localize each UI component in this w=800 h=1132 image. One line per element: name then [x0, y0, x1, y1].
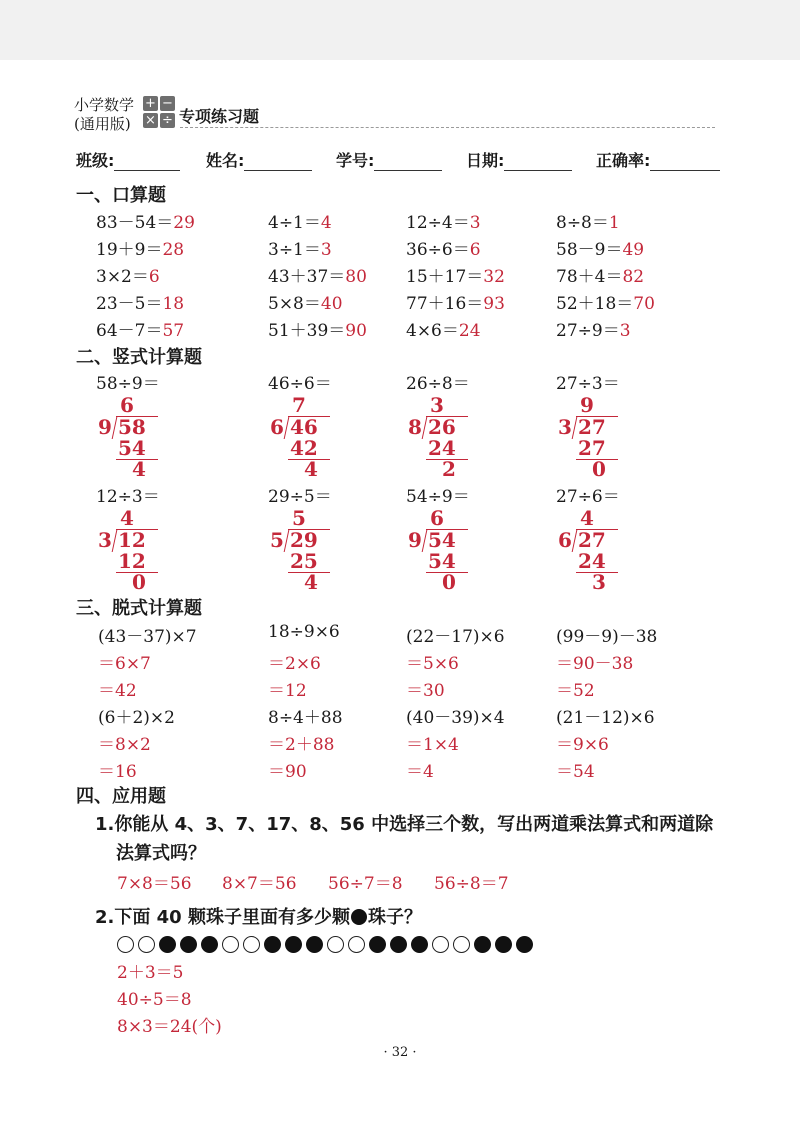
product: 25 — [290, 549, 318, 573]
stepwise-question: (22－17)×6 — [406, 627, 505, 647]
black-bead — [180, 936, 197, 953]
oral-problem — [268, 235, 332, 260]
black-bead — [201, 936, 218, 953]
stepwise-step1: ＝5×6 — [406, 654, 459, 674]
problem1-answer-2: 8×7＝56 — [222, 874, 297, 894]
dividend: 26 — [428, 415, 456, 439]
date-field[interactable] — [466, 148, 572, 171]
dividend: 46 — [290, 415, 318, 439]
remainder: 4 — [304, 457, 318, 481]
quotient: 6 — [120, 393, 134, 417]
division-question: 27÷3＝ — [556, 374, 620, 394]
oral-question: 83－54＝ — [96, 213, 174, 233]
division-bracket-stroke — [112, 417, 118, 439]
stepwise-step1: ＝90－38 — [556, 654, 634, 674]
division-question: 12÷3＝ — [96, 487, 160, 507]
white-bead — [222, 936, 239, 953]
oral-problem — [96, 316, 184, 341]
oral-question: 78＋4＝ — [556, 267, 623, 287]
stepwise-question: (40－39)×4 — [406, 708, 505, 728]
oral-question: 15＋17＝ — [406, 267, 484, 287]
top-band — [0, 0, 800, 60]
problem2-text-after: 珠子？ — [367, 907, 422, 928]
oral-answer: 18 — [162, 294, 185, 314]
oral-problem — [556, 316, 631, 341]
oral-question: 36÷6＝ — [406, 240, 470, 260]
white-bead — [453, 936, 470, 953]
student-id-blank[interactable] — [374, 154, 442, 171]
product: 54 — [118, 436, 146, 460]
division-bracket-stroke — [422, 417, 428, 439]
black-bead — [390, 936, 407, 953]
oral-problem — [556, 208, 620, 233]
division-bracket-stroke — [572, 530, 578, 552]
black-bead-icon — [351, 909, 367, 925]
oral-problem — [268, 262, 367, 287]
quotient: 6 — [430, 506, 444, 530]
quotient: 5 — [292, 506, 306, 530]
quotient: 7 — [292, 393, 306, 417]
oral-question: 8÷8＝ — [556, 213, 609, 233]
remainder: 4 — [304, 570, 318, 594]
name-label: 姓名: — [206, 151, 245, 170]
oral-question: 19＋9＝ — [96, 240, 163, 260]
black-bead — [264, 936, 281, 953]
oral-question: 5×8＝ — [268, 294, 321, 314]
black-bead — [306, 936, 323, 953]
white-bead — [138, 936, 155, 953]
black-bead — [285, 936, 302, 953]
class-blank[interactable] — [114, 154, 180, 171]
divisor: 6 — [270, 415, 284, 439]
date-label: 日期: — [466, 151, 505, 170]
oral-problem — [406, 316, 481, 341]
divisor: 5 — [270, 528, 284, 552]
divisor: 9 — [408, 528, 422, 552]
plus-icon: + — [143, 96, 158, 111]
oral-question: 64－7＝ — [96, 321, 163, 341]
series-line2: (通用版) — [74, 115, 131, 133]
operator-logo — [143, 96, 177, 130]
oral-answer: 82 — [622, 267, 645, 287]
oral-answer: 32 — [483, 267, 505, 287]
problem2-answer-1: 2＋3＝5 — [117, 963, 184, 983]
oral-question: 3×2＝ — [96, 267, 149, 287]
division-question: 26÷8＝ — [406, 374, 470, 394]
oral-answer: 49 — [622, 240, 645, 260]
date-blank[interactable] — [504, 154, 572, 171]
oral-question: 27÷9＝ — [556, 321, 620, 341]
section-application-title: 四、应用题 — [76, 786, 166, 807]
division-question: 58÷9＝ — [96, 374, 160, 394]
long-division — [556, 506, 656, 594]
product: 24 — [578, 549, 606, 573]
oral-problem — [96, 289, 184, 314]
quotient: 4 — [120, 506, 134, 530]
stepwise-step1: ＝1×4 — [406, 735, 459, 755]
section-vertical-title: 二、竖式计算题 — [76, 347, 202, 368]
oral-answer: 28 — [162, 240, 185, 260]
class-field[interactable] — [76, 148, 180, 171]
section-stepwise-title: 三、脱式计算题 — [76, 598, 202, 619]
quotient: 4 — [580, 506, 594, 530]
remainder: 3 — [592, 570, 606, 594]
oral-question: 4×6＝ — [406, 321, 459, 341]
black-bead — [369, 936, 386, 953]
product: 54 — [428, 549, 456, 573]
accuracy-blank[interactable] — [650, 154, 720, 171]
division-question: 29÷5＝ — [268, 487, 332, 507]
class-label: 班级: — [76, 151, 115, 170]
divisor: 8 — [408, 415, 422, 439]
series-line1: 小学数学 — [74, 96, 135, 114]
stepwise-question: (6＋2)×2 — [98, 708, 175, 728]
dividend: 58 — [118, 415, 146, 439]
product: 24 — [428, 436, 456, 460]
remainder: 0 — [442, 570, 456, 594]
oral-problem — [96, 262, 160, 287]
stepwise-question: (43－37)×7 — [98, 627, 197, 647]
name-blank[interactable] — [244, 154, 312, 171]
long-division — [268, 506, 368, 594]
white-bead — [432, 936, 449, 953]
oral-question: 51＋39＝ — [268, 321, 346, 341]
oral-question: 23－5＝ — [96, 294, 163, 314]
oral-answer: 3 — [320, 240, 332, 260]
stepwise-step1: ＝2＋88 — [268, 735, 335, 755]
divisor: 9 — [98, 415, 112, 439]
oral-answer: 6 — [469, 240, 481, 260]
oral-problem — [96, 208, 195, 233]
oral-problem — [96, 235, 184, 260]
long-division — [556, 393, 656, 481]
stepwise-step1: ＝9×6 — [556, 735, 609, 755]
product: 12 — [118, 549, 146, 573]
oral-answer: 70 — [633, 294, 655, 314]
dividend: 27 — [578, 528, 606, 552]
oral-problem — [556, 289, 655, 314]
oral-answer: 24 — [458, 321, 481, 341]
division-question: 46÷6＝ — [268, 374, 332, 394]
oral-answer: 3 — [469, 213, 481, 233]
dividend: 27 — [578, 415, 606, 439]
problem1-answer-3: 56÷7＝8 — [328, 874, 403, 894]
oral-question: 52＋18＝ — [556, 294, 634, 314]
long-division — [406, 393, 506, 481]
stepwise-step2: ＝42 — [98, 681, 137, 701]
oral-answer: 1 — [608, 213, 620, 233]
problem1-answer-1: 7×8＝56 — [117, 874, 192, 894]
section-oral-title: 一、口算题 — [76, 185, 166, 206]
divisor: 6 — [558, 528, 572, 552]
long-division — [96, 393, 196, 481]
oral-problem — [406, 235, 481, 260]
division-question: 27÷6＝ — [556, 487, 620, 507]
oral-problem — [406, 289, 505, 314]
stepwise-step1: ＝2×6 — [268, 654, 321, 674]
divisor: 3 — [558, 415, 572, 439]
page-number: · 32 · — [383, 1045, 417, 1060]
oral-question: 43＋37＝ — [268, 267, 346, 287]
name-field[interactable] — [206, 148, 312, 171]
black-bead — [495, 936, 512, 953]
student-id-field[interactable] — [336, 148, 442, 171]
dividend: 29 — [290, 528, 318, 552]
oral-answer: 6 — [148, 267, 160, 287]
minus-icon: − — [160, 96, 175, 111]
problem1-text-line2: 法算式吗？ — [116, 843, 206, 864]
quotient: 3 — [430, 393, 444, 417]
stepwise-step2: ＝54 — [556, 762, 595, 782]
white-bead — [243, 936, 260, 953]
oral-answer: 90 — [345, 321, 367, 341]
oral-answer: 3 — [619, 321, 631, 341]
oral-question: 58－9＝ — [556, 240, 623, 260]
black-bead — [474, 936, 491, 953]
stepwise-question: (99－9)－38 — [556, 627, 658, 647]
problem2-answer-3: 8×3＝24(个) — [117, 1017, 222, 1037]
stepwise-step2: ＝90 — [268, 762, 307, 782]
stepwise-step2: ＝12 — [268, 681, 307, 701]
black-bead — [159, 936, 176, 953]
dividend: 12 — [118, 528, 146, 552]
stepwise-question: 8÷4＋88 — [268, 708, 343, 728]
stepwise-step2: ＝4 — [406, 762, 434, 782]
oral-question: 4÷1＝ — [268, 213, 321, 233]
division-bracket-stroke — [284, 530, 290, 552]
remainder: 4 — [132, 457, 146, 481]
header-divider — [180, 127, 715, 128]
white-bead — [348, 936, 365, 953]
long-division — [406, 506, 506, 594]
problem2-text-before: 2.下面 40 颗珠子里面有多少颗 — [95, 907, 350, 928]
white-bead — [117, 936, 134, 953]
oral-problem — [556, 262, 644, 287]
book-series — [74, 96, 134, 134]
student-id-label: 学号: — [336, 151, 375, 170]
stepwise-step1: ＝8×2 — [98, 735, 151, 755]
oral-answer: 29 — [173, 213, 195, 233]
division-question: 54÷9＝ — [406, 487, 470, 507]
stepwise-step1: ＝6×7 — [98, 654, 151, 674]
white-bead — [327, 936, 344, 953]
long-division — [96, 506, 196, 594]
black-bead — [516, 936, 533, 953]
remainder: 0 — [592, 457, 606, 481]
division-bracket-stroke — [284, 417, 290, 439]
oral-problem — [268, 316, 367, 341]
oral-question: 12÷4＝ — [406, 213, 470, 233]
worksheet-title: 专项练习题 — [179, 107, 260, 126]
oral-problem — [556, 235, 644, 260]
long-division — [268, 393, 368, 481]
black-bead — [411, 936, 428, 953]
problem2-text — [95, 903, 422, 929]
stepwise-step2: ＝52 — [556, 681, 595, 701]
times-icon: × — [143, 113, 158, 128]
division-bracket-stroke — [112, 530, 118, 552]
divisor: 3 — [98, 528, 112, 552]
problem1-text-line1: 1.你能从 4、3、7、17、8、56 中选择三个数，写出两道乘法算式和两道除 — [95, 814, 714, 835]
oral-answer: 4 — [320, 213, 332, 233]
oral-problem — [406, 208, 481, 233]
oral-answer: 80 — [345, 267, 367, 287]
product: 27 — [578, 436, 606, 460]
product: 42 — [290, 436, 318, 460]
bead-row — [117, 931, 537, 955]
problem1-answer-4: 56÷8＝7 — [434, 874, 509, 894]
stepwise-question: (21－12)×6 — [556, 708, 655, 728]
oral-problem — [268, 208, 332, 233]
oral-answer: 57 — [162, 321, 185, 341]
oral-question: 3÷1＝ — [268, 240, 321, 260]
oral-problem — [268, 289, 343, 314]
accuracy-field[interactable] — [596, 148, 720, 171]
division-bracket-stroke — [572, 417, 578, 439]
division-bracket-stroke — [422, 530, 428, 552]
problem2-answer-2: 40÷5＝8 — [117, 990, 192, 1010]
stepwise-question: 18÷9×6 — [268, 622, 340, 642]
oral-question: 77＋16＝ — [406, 294, 484, 314]
quotient: 9 — [580, 393, 594, 417]
remainder: 2 — [442, 457, 456, 481]
oral-answer: 93 — [483, 294, 505, 314]
stepwise-step2: ＝16 — [98, 762, 137, 782]
accuracy-label: 正确率: — [596, 151, 651, 170]
remainder: 0 — [132, 570, 146, 594]
oral-answer: 40 — [320, 294, 343, 314]
oral-problem — [406, 262, 505, 287]
dividend: 54 — [428, 528, 456, 552]
divide-icon: ÷ — [160, 113, 175, 128]
stepwise-step2: ＝30 — [406, 681, 445, 701]
